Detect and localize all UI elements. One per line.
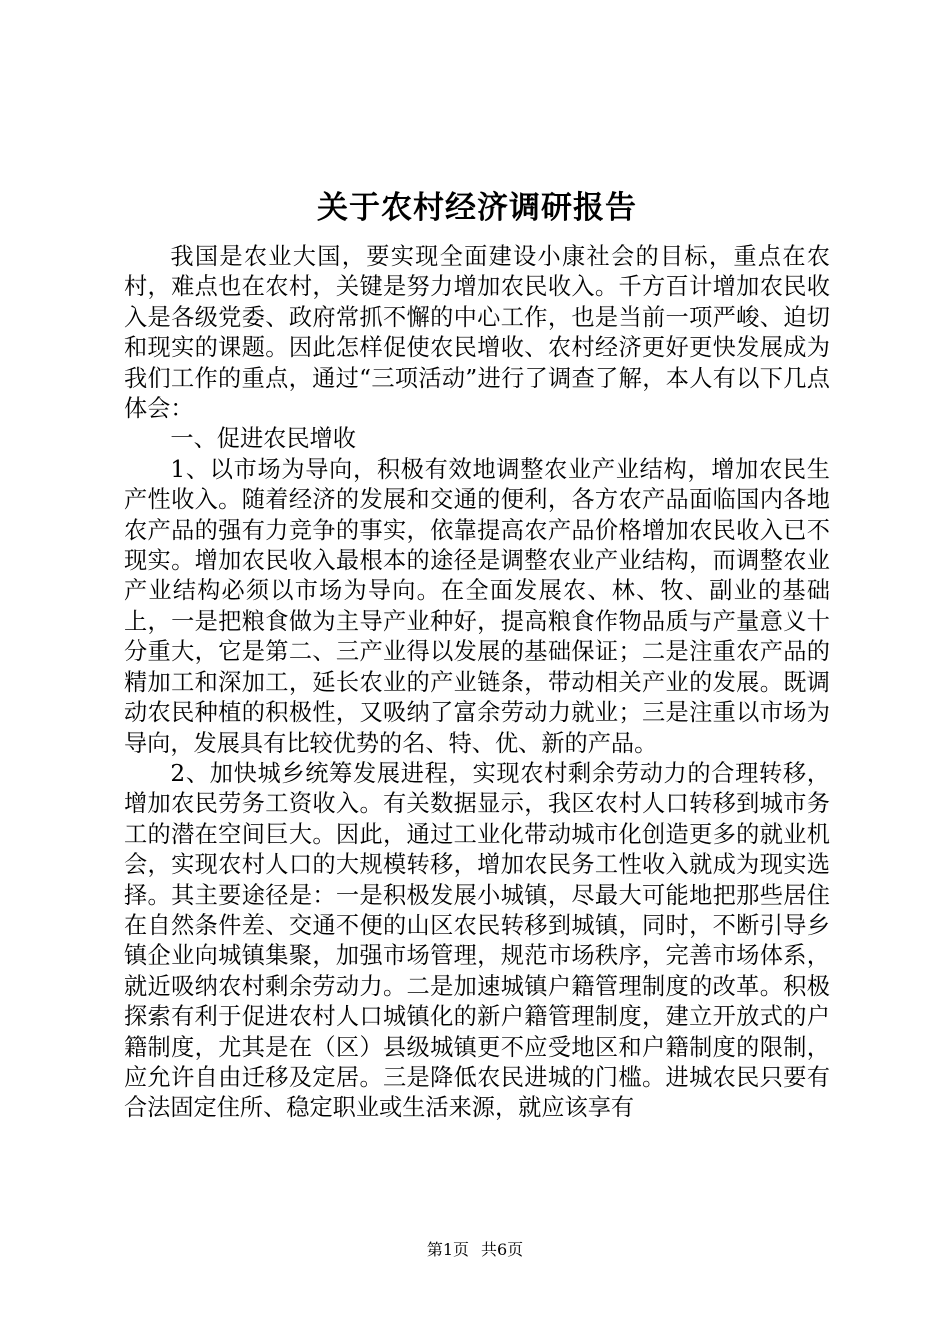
section-heading-1: 一、促进农民增收 [170,425,356,453]
page-number: 第1页 [426,1240,469,1259]
page-total: 共6页 [481,1240,524,1259]
paragraph-item-2: 2、加快城乡统筹发展进程，实现农村剩余劳动力的合理转移，增加农民劳务工资收入。有关数据显示，我区农村人口转移到城市务工的潜在空间巨大。因此，通过工业化带动城市化创造更多的就业机会，实现农村人口的大规模转移，增加农民务工性收入就成为现实选择。其主要途径是：一是积极发展小城镇，尽最大可能地把那些居住在自然条件差、交通不便的山区农民转移到城镇，同时，不断引导乡镇企业向城镇集聚，加强市场管理，规范市场秩序，完善市场体系，就近吸纳农村剩余劳动力。二是加速城镇户籍管理制度的改革。积极探索有利于促进农村人口城镇化的新户籍管理制度，建立开放式的户籍制度，尤其是在（区）县级城镇更不应受地区和户籍制度的限制，应允许自由迁移及定居。三是降低农民进城的门槛。进城农民只要有合法固定住所、稳定职业或生活来源，就应该享有 [124,759,830,1122]
document-body [124,182,830,1124]
paragraph-intro: 我国是农业大国，要实现全面建设小康社会的目标，重点在农村，难点也在农村，关键是努力增加农民收入。千方百计增加农民收入是各级党委、政府常抓不懈的中心工作，也是当前一项严峻、迫切和现实的课题。因此怎样促使农民增收、农村经济更好更快发展成为我们工作的重点，通过“三项活动”进行了调查了解，本人有以下几点体会： [124,243,830,423]
paragraph-item-1: 1、以市场为导向，积极有效地调整农业产业结构，增加农民生产性收入。随着经济的发展和交通的便利，各方农产品面临国内各地农产品的强有力竞争的事实，依靠提高农产品价格增加农民收入已不现实。增加农民收入最根本的途径是调整农业产业结构，而调整农业产业结构必须以市场为导向。在全面发展农、林、牧、副业的基础上，一是把粮食做为主导产业种好，提高粮食作物品质与产量意义十分重大，它是第二、三产业得以发展的基础保证；二是注重农产品的精加工和深加工，延长农业的产业链条，带动相关产业的发展。既调动农民种植的积极性，又吸纳了富余劳动力就业；三是注重以市场为导向，发展具有比较优势的名、特、优、新的产品。 [124,455,830,757]
page-footer [0,1238,950,1262]
document-title: 关于农村经济调研报告 [317,190,637,226]
